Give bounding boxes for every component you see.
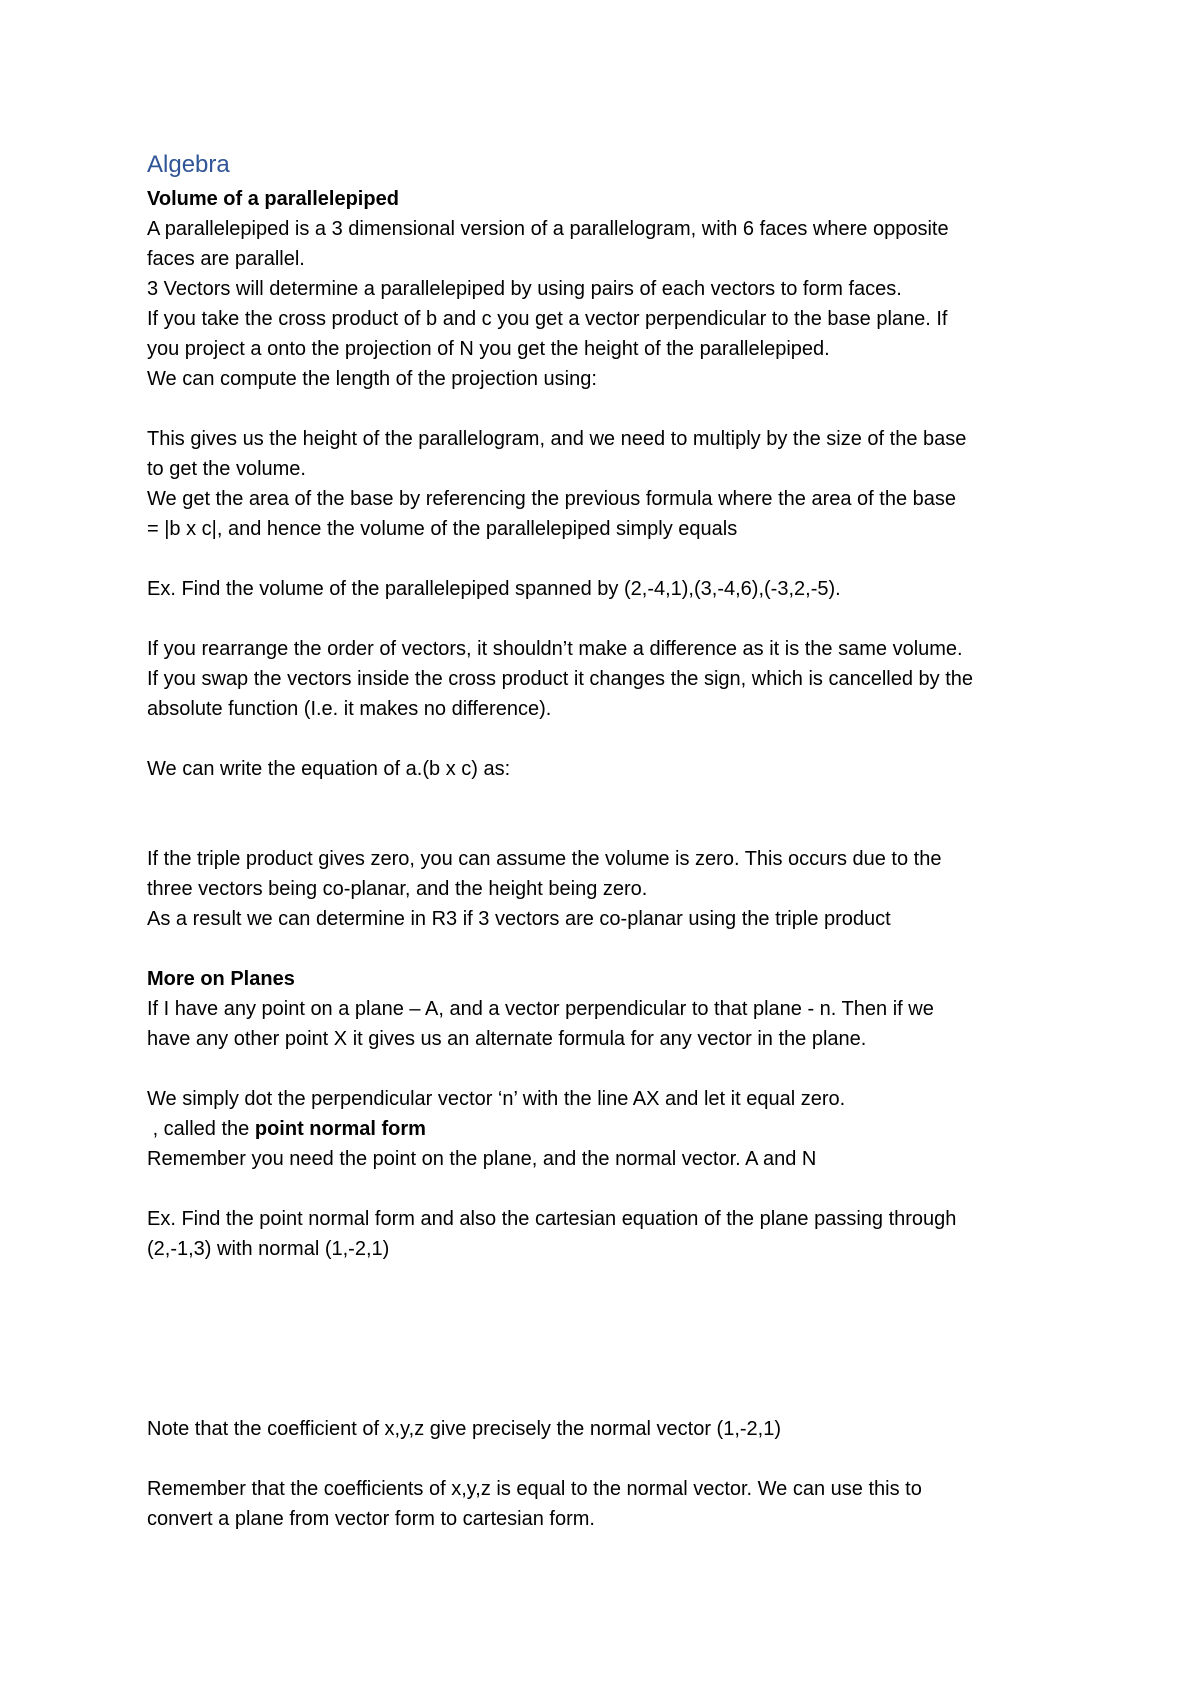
triple-product-intro: We can write the equation of a.(b x c) as: [147, 758, 511, 780]
blank-line [147, 604, 1077, 634]
text-line: to get the volume. [147, 458, 306, 480]
point-normal-form-line [147, 1114, 1077, 1144]
called-prefix: , called the [147, 1118, 255, 1140]
text-line: convert a plane from vector form to cartesian form. [147, 1508, 595, 1530]
text-line: have any other point X it gives us an alternate formula for any vector in the plane. [147, 1028, 867, 1050]
blank-line [147, 934, 1077, 964]
blank-line [147, 1174, 1077, 1204]
text-line: We simply dot the perpendicular vector ‘n’ with the line AX and let it equal zero. [147, 1088, 846, 1110]
document-title: Algebra [147, 151, 230, 178]
text-line: three vectors being co-planar, and the height being zero. [147, 878, 648, 900]
document-body [147, 146, 1077, 1534]
text-line: A parallelepiped is a 3 dimensional version of a parallelogram, with 6 faces where opposite [147, 218, 949, 240]
note-line: Note that the coefficient of x,y,z give precisely the normal vector (1,-2,1) [147, 1418, 781, 1440]
text-line: We get the area of the base by referencing the previous formula where the area of the base [147, 488, 957, 510]
example-plane: (2,-1,3) with normal (1,-2,1) [147, 1238, 390, 1260]
point-normal-form-term: point normal form [254, 1118, 426, 1140]
blank-line [147, 784, 1077, 844]
text-line: This gives us the height of the parallelogram, and we need to multiply by the size of the base [147, 428, 967, 450]
text-line: If I have any point on a plane – A, and a vector perpendicular to that plane - n. Then if we [147, 998, 934, 1020]
text-line: If you swap the vectors inside the cross product it changes the sign, which is cancelled by the [147, 668, 973, 690]
text-line: Remember you need the point on the plane, and the normal vector. A and N [147, 1148, 817, 1170]
text-line: faces are parallel. [147, 248, 305, 270]
text-line: absolute function (I.e. it makes no difference). [147, 698, 552, 720]
section-heading-planes: More on Planes [147, 968, 295, 990]
text-line: = |b x c|, and hence the volume of the parallelepiped simply equals [147, 518, 738, 540]
example-volume: Ex. Find the volume of the parallelepiped spanned by (2,-4,1),(3,-4,6),(-3,2,-5). [147, 578, 841, 600]
blank-line [147, 724, 1077, 754]
text-line: We can compute the length of the projection using: [147, 368, 597, 390]
section-heading-volume: Volume of a parallelepiped [147, 188, 399, 210]
blank-line [147, 1444, 1077, 1474]
blank-line [147, 394, 1077, 424]
blank-line [147, 544, 1077, 574]
text-line: If you take the cross product of b and c you get a vector perpendicular to the base plane. If [147, 308, 948, 330]
text-line: If the triple product gives zero, you can assume the volume is zero. This occurs due to the [147, 848, 942, 870]
text-line: 3 Vectors will determine a parallelepiped by using pairs of each vectors to form faces. [147, 278, 902, 300]
text-line: As a result we can determine in R3 if 3 vectors are co-planar using the triple product [147, 908, 891, 930]
text-line: Remember that the coefficients of x,y,z is equal to the normal vector. We can use this to [147, 1478, 922, 1500]
blank-space [147, 1264, 1077, 1414]
example-plane: Ex. Find the point normal form and also the cartesian equation of the plane passing through [147, 1208, 957, 1230]
text-line: you project a onto the projection of N you get the height of the parallelepiped. [147, 338, 830, 360]
blank-line [147, 1054, 1077, 1084]
text-line: If you rearrange the order of vectors, it shouldn’t make a difference as it is the same volume. [147, 638, 963, 660]
